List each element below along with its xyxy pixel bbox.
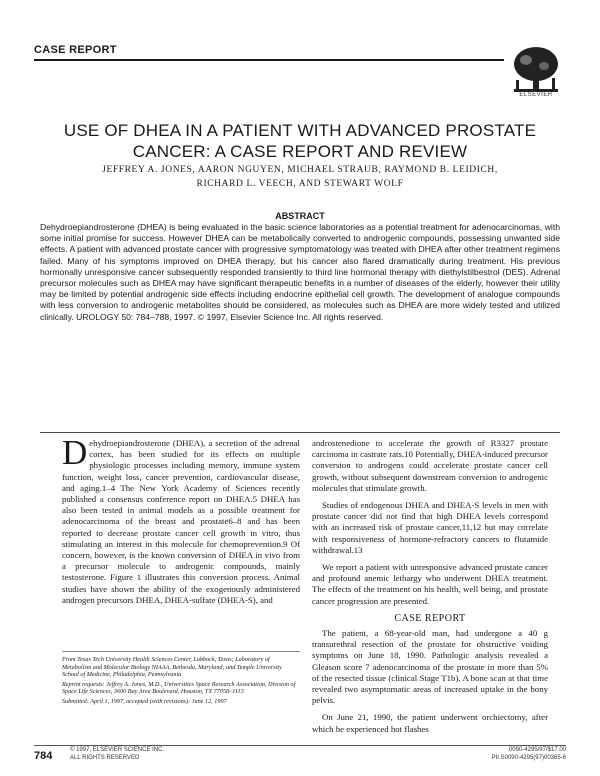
section-divider: [34, 59, 504, 61]
authors-line: RICHARD L. VEECH, AND STEWART WOLF: [196, 179, 404, 189]
case-report-heading: CASE REPORT: [394, 612, 466, 624]
drop-cap: D: [62, 433, 88, 472]
reprint-note: Reprint requests: Jeffrey A. Jones, M.D., Universities Space Research Association, Division of Space Life Sciences, 3600 Bay Area Boulevard, Houston, TX 77058–1113: [62, 680, 296, 696]
copyright-line: ALL RIGHTS RESERVED: [70, 755, 140, 761]
publisher-logo-text: ELSEVIER: [519, 92, 553, 98]
body-paragraph: The patient, a 68-year-old man, had undergone a 40 g transurethral resection of the prostate for obstructive voiding symptoms on June 18, 1990. Pathologic analysis revealed a Gleason score 7 adenocarcinoma of the prostate in more than 5% of the resected tissue (clinical Stage T1b). A bone scan at that time revealed two asymptomatic areas of increased uptake in the bony pelvis.: [312, 628, 548, 706]
body-paragraph: ehydroepiandrosterone (DHEA), a secretion of the adrenal cortex, has been studied for its effects on multiple physiologic processes including memory, immune system function, weight loss, cancer prevention, cardiovascular disease, and aging.1–4 The New York Academy of Sciences recently published a consensus conference report on DHEA.5 DHEA has also been tested in animal models as a possible treatment for adenocarcinoma of the breast and prostate6–8 and has been reported to decrease prostate cancer cell growth in vitro, thus stimulating an interest in this molecule for chemoprevention.9 Of concern, however, is the known conversion of DHEA in vivo from a precursor molecule to androgenic compounds, mainly testosterone. Figure 1 illustrates this conversion process. Animal studies have shown the ability of the exogenously administered androgen precursors DHEA, DHEA-sulfate (DHEA-S), and: [62, 438, 300, 605]
copyright-notice: [70, 746, 164, 762]
copyright-line: © 1997, ELSEVIER SCIENCE INC.: [70, 747, 165, 753]
body-paragraph: androstenedione to accelerate the growth of R3327 prostate carcinoma in castrate rats.10 Potentially, DHEA-induced precursor conversion to androgens could accelerate prostate cancer cell growth, without subsequent downstream conversion to androgenic molecules that stimulate growth.: [312, 438, 548, 493]
footnote-divider: [62, 651, 300, 652]
affiliation-note: From Texas Tech University Health Sciences Center, Lubbock, Texas; Laboratory of Metabolism and Molecular Biology NIAAA, Bethesda, Maryland; and Temple University School of Medicine, Philadelphia, Pennsylvania: [62, 656, 282, 679]
abstract-text: Dehydroepiandrosterone (DHEA) is being evaluated in the basic science laboratories as a potential treatment for adenocarcinomas, with some initial promise for success. However DHEA can be metabolically converted to androgenic compounds, possessing unwanted side effects. A patient with advanced prostate cancer with progressive symptomatology was treated with DHEA after other treatment regimens failed. Many of his symptoms improved on DHEA therapy, but his cancer also flared dramatically during treatment. His previous hormonally unresponsive cancer subsequently responded transiently to third line hormonal therapy with diethylstilbestrol (DES). Adrenal precursor molecules such as DHEA may have significant therapeutic benefits in a number of diseases of the elderly, however their utility may be limited by potential androgenic side effects including endocrine epithelial cell growth. The development of analogue compounds with less conversion to androgenic metabolites should be considered, as molecules such as DHEA are more widely tested and utilized clinically. UROLOGY 50: 784–788, 1997. © 1997, Elsevier Science Inc. All rights reserved.: [40, 222, 560, 322]
pii: PII S0090-4295(97)00365-6: [491, 755, 566, 761]
footnotes: [62, 656, 300, 708]
article-title: USE OF DHEA IN A PATIENT WITH ADVANCED PROSTATE CANCER: A CASE REPORT AND REVIEW: [63, 121, 537, 161]
author-list: [60, 163, 540, 191]
left-column: [62, 433, 300, 606]
section-label: CASE REPORT: [34, 44, 117, 56]
elsevier-tree-logo-icon: [506, 40, 566, 100]
issn: 0090-4295/97/$17.00: [508, 747, 566, 753]
submission-note: Submitted: April 1, 1997, accepted (with revisions): June 12, 1997: [62, 697, 227, 705]
body-paragraph: On June 21, 1990, the patient underwent orchiectomy, after which he experienced hot flashes: [312, 712, 548, 734]
abstract-heading: ABSTRACT: [275, 211, 325, 221]
body-paragraph: Studies of endogenous DHEA and DHEA-S levels in men with prostate cancer did not find that high DHEA levels correspond with an increased risk of prostate cancer,11,12 but may correlate with responsiveness of hormone-refractory cancers to flutamide withdrawal.13: [312, 500, 548, 555]
right-column: [312, 438, 548, 735]
article-identifiers: [460, 746, 566, 762]
abstract-divider: [40, 432, 560, 433]
authors-line: JEFFREY A. JONES, AARON NGUYEN, MICHAEL STRAUB, RAYMOND B. LEIDICH,: [102, 165, 498, 175]
body-paragraph: We report a patient with unresponsive advanced prostate cancer and profound anemic lethargy who underwent DHEA treatment. The effects of the treatment on his health, well being, and prostate cancer progression are presented.: [312, 562, 548, 606]
page-number: 784: [34, 750, 53, 762]
